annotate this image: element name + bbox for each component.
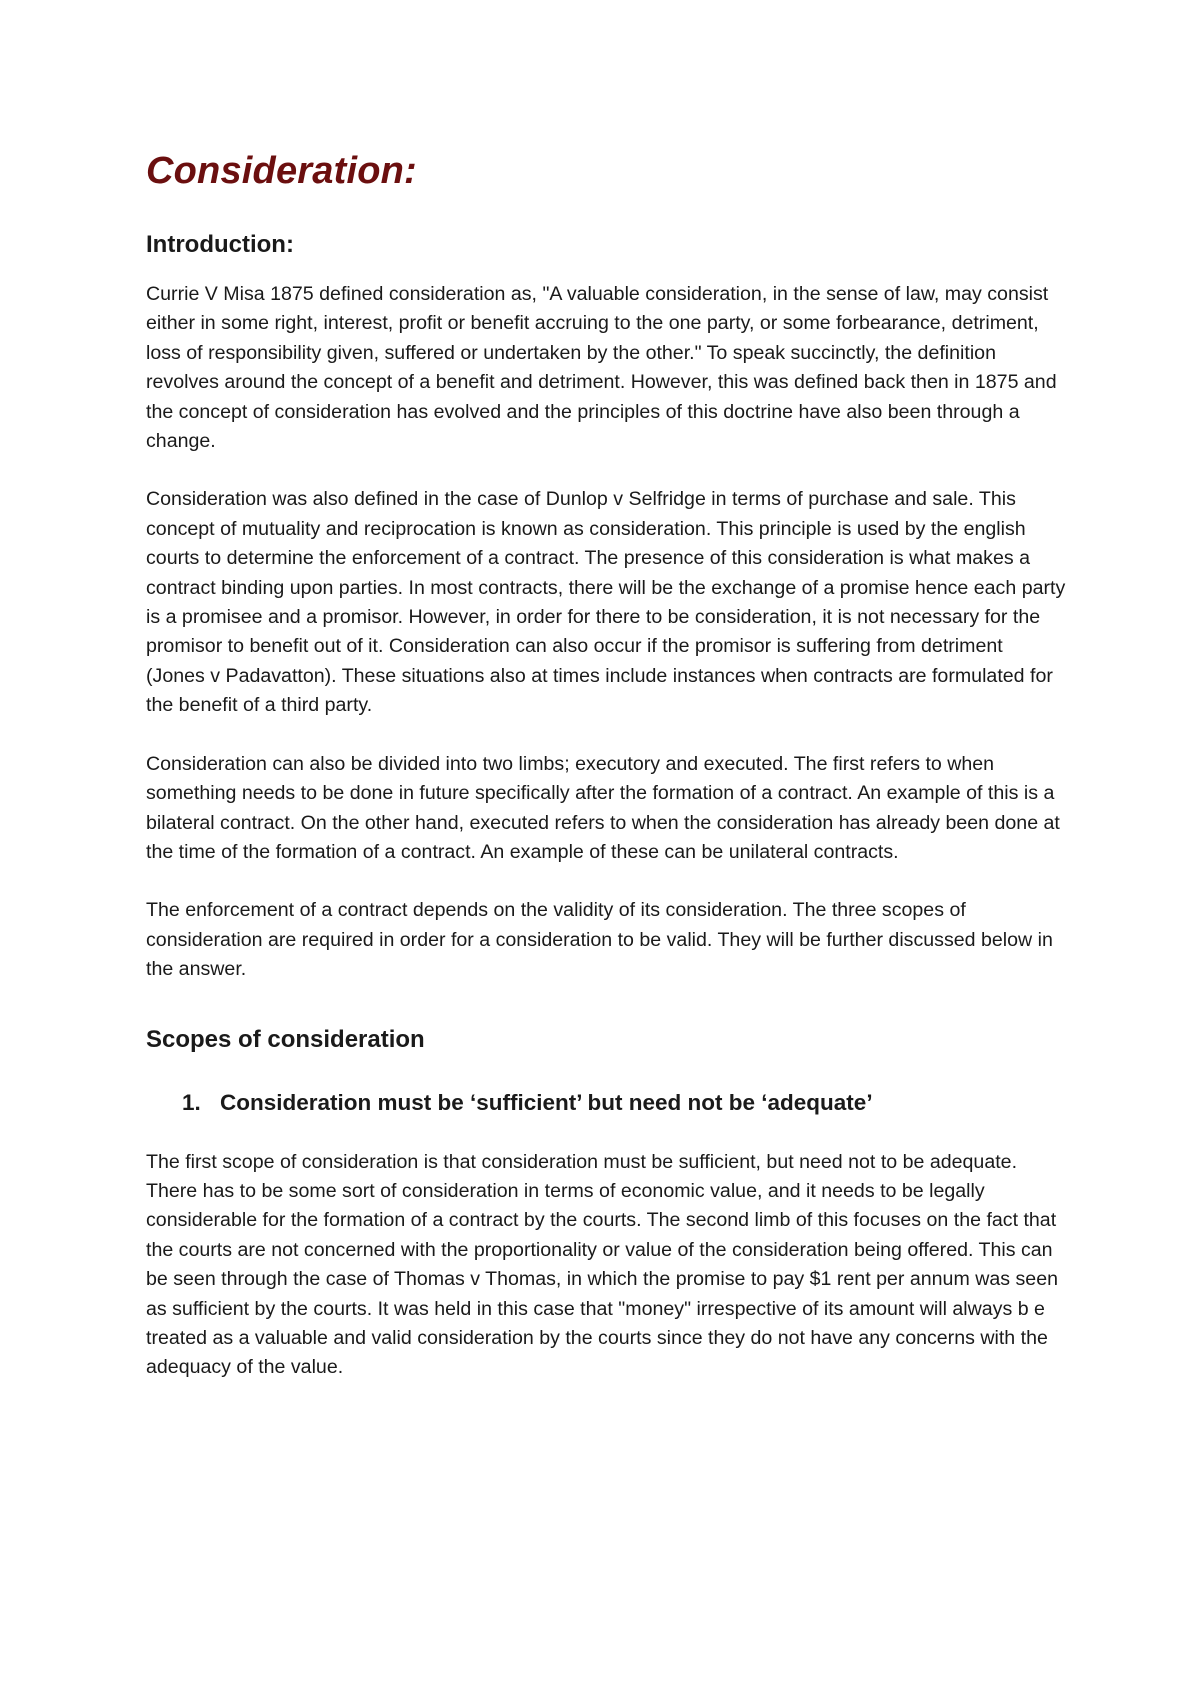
document-page bbox=[146, 148, 1066, 1383]
intro-paragraph-2: Consideration was also defined in the case of Dunlop v Selfridge in terms of purchase and sale. This concept of mutuality and reciprocation is known as consideration. This principle is used by the english courts to determine the enforcement of a contract. The presence of this consideration is what makes a contract binding upon parties. In most contracts, there will be the exchange of a promise hence each party is a promisee and a promisor. However, in order for there to be consideration, it is not necessary for the promisor to benefit out of it. Consideration can also occur if the promisor is suffering from detriment (Jones v Padavatton). These situations also at times include instances when contracts are formulated for the benefit of a third party. bbox=[146, 488, 1066, 717]
list-item-number: 1. bbox=[182, 1089, 201, 1115]
intro-paragraph-4: The enforcement of a contract depends on the validity of its consideration. The three scopes of consideration are required in order for a consideration to be valid. They will be further discussed below in the answer. bbox=[146, 899, 1053, 981]
intro-paragraph-3: Consideration can also be divided into two limbs; executory and executed. The first refers to when something needs to be done in future specifically after the formation of a contract. An example of this is a bilateral contract. On the other hand, executed refers to when the consideration has already been done at the time of the formation of a contract. An example of these can be unilateral contracts. bbox=[146, 752, 1060, 863]
scopes-heading: Scopes of consideration bbox=[146, 1025, 425, 1053]
list-item-title: Consideration must be ‘sufficient’ but need not be ‘adequate’ bbox=[220, 1089, 873, 1115]
introduction-heading: Introduction: bbox=[146, 231, 294, 258]
scope-1-paragraph: The first scope of consideration is that consideration must be sufficient, but need not to be adequate. There has to be some sort of consideration in terms of economic value, and it needs to be legally considerable for the formation of a contract by the courts. The second limb of this focuses on the fact that the courts are not concerned with the proportionality or value of the consideration being offered. This can be seen through the case of Thomas v Thomas, in which the promise to pay $1 rent per annum was seen as sufficient by the courts. It was held in this case that "money" irrespective of its amount will always b e treated as a valuable and valid consideration by the courts since they do not have any concerns with the adequacy of the value. bbox=[146, 1150, 1058, 1379]
list-item bbox=[146, 1088, 1066, 1118]
scopes-list bbox=[146, 1088, 1066, 1118]
document-title: Consideration: bbox=[146, 150, 417, 192]
intro-paragraph-1: Currie V Misa 1875 defined consideration as, "A valuable consideration, in the sense of law, may consist either in some right, interest, profit or benefit accruing to the one party, or some forbearance, detriment, loss of responsibility given, suffered or undertaken by the other." To speak succinctly, the definition revolves around the concept of a benefit and detriment. However, this was defined back then in 1875 and the concept of consideration has evolved and the principles of this doctrine have also been through a change. bbox=[146, 283, 1057, 453]
